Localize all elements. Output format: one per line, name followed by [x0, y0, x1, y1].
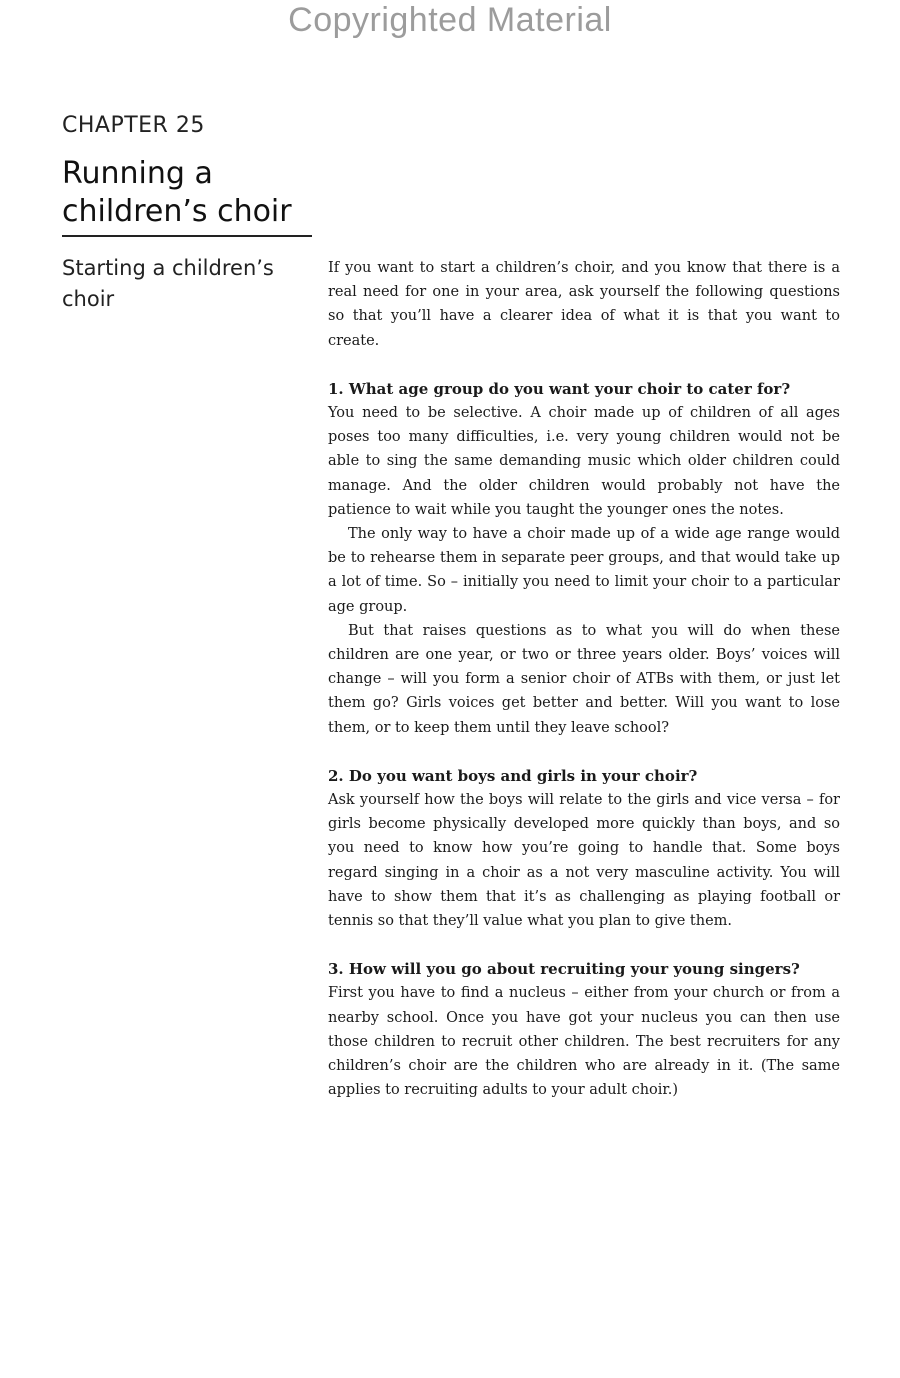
question-2-paragraph-1: Ask yourself how the boys will relate to the girls and vice versa – for girls become physically developed more quickly than boys, and so you need to know how you’re going to handle that. Some boys regard singing in a choir as a not very masculine activity. You will have to show them that it’s as challenging as playing football or tennis so that they’ll value what you plan to give them.: [328, 792, 840, 930]
body-column: [328, 256, 840, 1103]
question-1-paragraph-2: The only way to have a choir made up of a wide age range would be to rehearse them in separate peer groups, and that would take up a lot of time. So – initially you need to limit your choir to a particular age group.: [328, 526, 840, 615]
section-title: Starting a children’s choir: [62, 256, 274, 311]
question-1-heading: 1. What age group do you want your choir to cater for?: [328, 379, 791, 398]
copyright-watermark: Copyrighted Material: [288, 1, 612, 39]
question-1-paragraph-1: You need to be selective. A choir made up of children of all ages poses too many difficulties, i.e. very young children would not be able to sing the same demanding music which older children could manage. And the older children would probably not have the patience to wait while you taught the younger ones the notes.: [328, 405, 840, 518]
question-1-paragraph-3: But that raises questions as to what you will do when these children are one year, or two or three years older. Boys’ voices will change – will you form a senior choir of ATBs with them, or just let them go? Girls voices get better and better. Will you want to lose them, or to keep them until they leave school?: [328, 622, 840, 736]
question-3-paragraph-1: First you have to find a nucleus – either from your church or from a nearby school. Once you have got your nucleus you can then use those children to recruit other children. The best recruiters for any children’s choir are the children who are already in it. (The same applies to recruiting adults to your adult choir.): [328, 985, 840, 1099]
question-3-heading: 3. How will you go about recruiting your young singers?: [328, 960, 800, 979]
intro-paragraph: If you want to start a children’s choir, and you know that there is a real need for one in your area, ask yourself the following questions so that you’ll have a clearer idea of what it is that you want to create.: [328, 260, 840, 349]
chapter-label: CHAPTER 25: [62, 113, 205, 138]
chapter-title: Running a children’s choir: [62, 155, 312, 237]
question-2-heading: 2. Do you want boys and girls in your choir?: [328, 766, 698, 785]
